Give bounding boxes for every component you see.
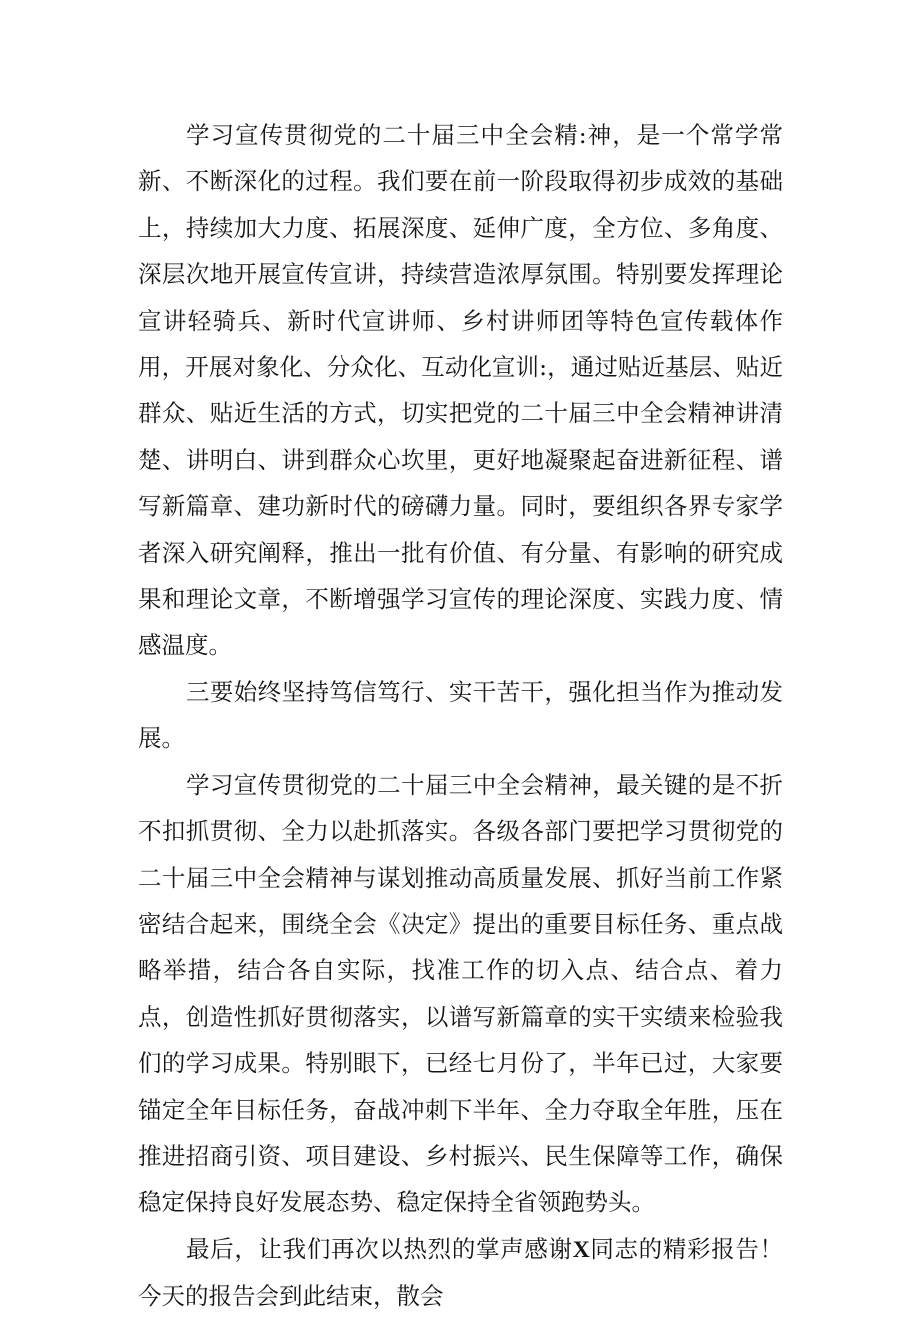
closing-speaker-name: X [572,1236,590,1263]
paragraph-heading-three: 三要始终坚持笃信笃行、实干苦干，强化担当作为推动发展。 [138,677,783,753]
paragraph-implementation: 学习宣传贯彻党的二十届三中全会精神，最关键的是不折不扣抓贯彻、全力以赴抓落实。各级各部门要把学习贯彻党的二十届三中全会精神与谋划推动高质量发展、抓好当前工作紧密结合起来，围绕全会《决定》提出的重要目标任务、重点战略举措，结合各自实际，找准工作的切入点、结合点、着力点，创造性抓好贯彻落实，以谱写新篇章的实干实绩来检验我们的学习成果。特别眼下，已经七月份了，半年已过，大家要锚定全年目标任务，奋战冲刺下半年、全力夺取全年胜，压在推进招商引资、项目建设、乡村振兴、民生保障等工作，确保稳定保持良好发展态势、稳定保持全省领跑势头。 [138,770,783,1217]
closing-text-before: 最后，让我们再次以热烈的掌声感谢 [186,1234,573,1263]
paragraph-publicity: 学习宣传贯彻党的二十届三中全会精:神，是一个常学常新、不断深化的过程。我们要在前一阶段取得初步成效的基础上，持续加大力度、拓展深度、延伸广度，全方位、多角度、深层次地开展宣传宣讲，持续营造浓厚氛围。特别要发挥理论宣讲轻骑兵、新时代宣讲师、乡村讲师团等特色宣传载体作用，开展对象化、分众化、互动化宣训:，通过贴近基层、贴近群众、贴近生活的方式，切实把党的二十届三中全会精神讲清楚、讲明白、讲到群众心坎里，更好地凝聚起奋进新征程、谱写新篇章、建功新时代的磅礴力量。同时，要组织各界专家学者深入研究阐释，推出一批有价值、有分量、有影响的研究成果和理论文章，不断增强学习宣传的理论深度、实践力度、情感温度。 [138,121,783,660]
paragraph-closing [138,1226,783,1320]
document-body [138,112,783,1320]
closing-text-after: 同志的精彩报告！今天的报告会到此结束，散会 [138,1234,784,1311]
